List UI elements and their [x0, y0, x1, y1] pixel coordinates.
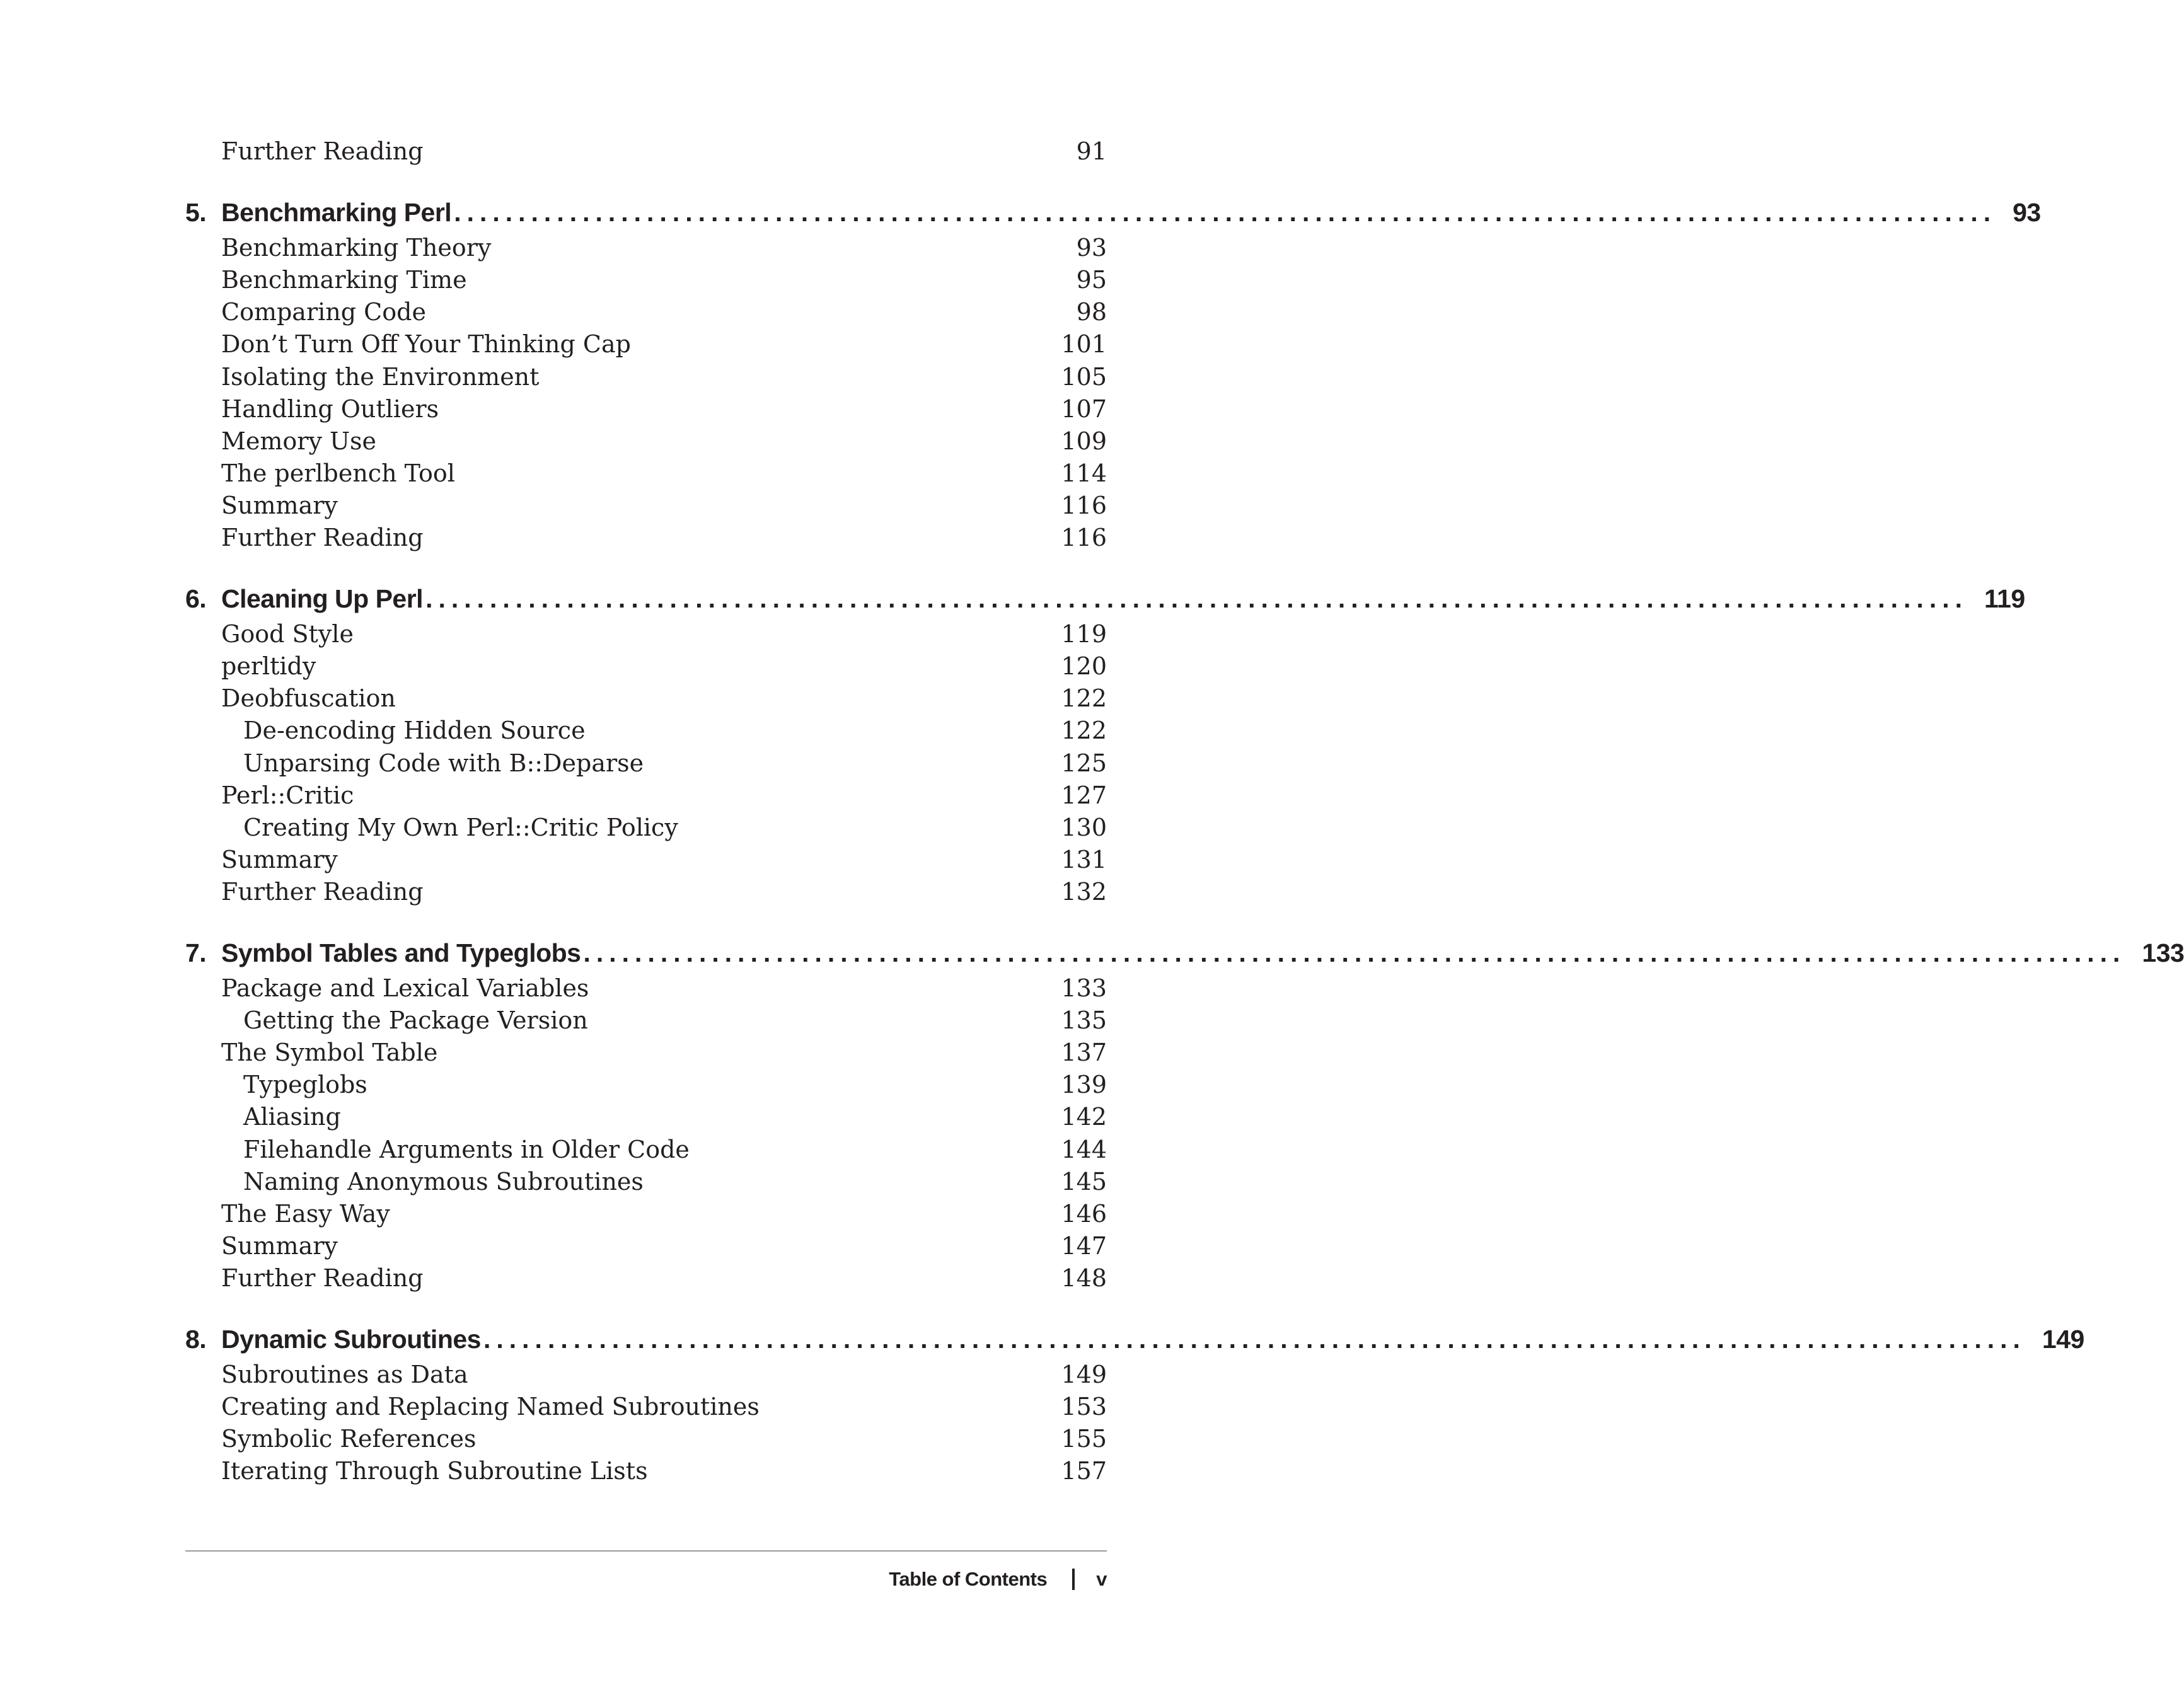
chapter-title: Dynamic Subroutines [221, 1325, 481, 1354]
entry-page-number: 144 [1061, 1135, 1107, 1163]
entry-page-number: 120 [1061, 652, 1107, 681]
toc-section-entry[interactable] [221, 618, 1107, 650]
entry-page-number: 145 [1061, 1167, 1107, 1196]
toc-section-entry[interactable] [221, 135, 1107, 168]
toc-chapter-heading[interactable] [185, 581, 2025, 616]
toc-section-entry[interactable] [221, 1036, 1107, 1069]
entry-title: Benchmarking Theory [221, 234, 492, 262]
entry-title: Package and Lexical Variables [221, 974, 589, 1002]
chapter-number: 6. [185, 584, 207, 614]
entry-title: Benchmarking Time [221, 266, 467, 294]
toc-section-entry[interactable] [221, 1262, 1107, 1294]
chapter-page-number: 133 [2142, 938, 2184, 967]
entry-title: Summary [221, 491, 338, 519]
toc-subsection-entry[interactable] [243, 747, 1107, 780]
entry-page-number: 114 [1061, 459, 1107, 487]
entry-page-number: 116 [1061, 491, 1107, 519]
toc-section-entry[interactable] [221, 457, 1107, 490]
entry-page-number: 127 [1061, 781, 1107, 809]
toc-subsection-entry[interactable] [243, 811, 1107, 844]
toc-subsection-entry[interactable] [243, 1165, 1107, 1198]
entry-page-number: 155 [1061, 1425, 1107, 1453]
entry-title: Deobfuscation [221, 684, 396, 713]
toc-section-entry[interactable] [221, 393, 1107, 425]
entry-title: The Easy Way [221, 1199, 390, 1228]
chapter-number: 5. [185, 198, 207, 228]
entry-title: Good Style [221, 620, 354, 648]
toc-section-entry[interactable] [221, 972, 1107, 1005]
entry-page-number: 135 [1061, 1006, 1107, 1035]
entry-title: Perl::Critic [221, 781, 354, 809]
toc-section-entry[interactable] [221, 1230, 1107, 1262]
entry-title: Further Reading [221, 137, 424, 165]
footer-divider [185, 1550, 1107, 1552]
entry-page-number: 157 [1061, 1457, 1107, 1485]
toc-section-entry[interactable] [221, 263, 1107, 296]
entry-page-number: 105 [1061, 362, 1107, 391]
entry-page-number: 107 [1061, 395, 1107, 423]
chapter-page-number: 149 [2042, 1325, 2084, 1354]
toc-section-entry[interactable] [221, 1422, 1107, 1455]
toc-subsection-entry[interactable] [243, 1068, 1107, 1101]
entry-title: Handling Outliers [221, 395, 439, 423]
toc-section-entry[interactable] [221, 843, 1107, 876]
entry-page-number: 93 [1076, 234, 1107, 262]
toc-section-entry[interactable] [221, 650, 1107, 683]
entry-page-number: 125 [1061, 749, 1107, 777]
chapter-title: Benchmarking Perl [221, 198, 452, 228]
entry-title: Naming Anonymous Subroutines [243, 1167, 644, 1196]
entry-page-number: 122 [1061, 684, 1107, 713]
toc-section-entry[interactable] [221, 1358, 1107, 1391]
toc-section-entry[interactable] [221, 521, 1107, 554]
chapter-title: Cleaning Up Perl [221, 584, 424, 614]
entry-title: Creating and Replacing Named Subroutines [221, 1393, 760, 1421]
toc-section-entry[interactable] [221, 360, 1107, 393]
toc-subsection-entry[interactable] [243, 1133, 1107, 1166]
dot-leader: ........................................................................................................................ [483, 1325, 2026, 1354]
entry-page-number: 91 [1076, 137, 1107, 165]
entry-title: Aliasing [243, 1103, 341, 1131]
entry-page-number: 101 [1061, 330, 1107, 359]
entry-title: Creating My Own Perl::Critic Policy [243, 813, 678, 841]
entry-page-number: 98 [1076, 298, 1107, 326]
entry-title: Iterating Through Subroutine Lists [221, 1457, 648, 1485]
entry-page-number: 139 [1061, 1071, 1107, 1099]
chapter-page-number: 93 [2013, 198, 2041, 228]
toc-section-entry[interactable] [221, 328, 1107, 360]
entry-page-number: 119 [1061, 620, 1107, 648]
toc-chapter-heading[interactable] [185, 195, 2041, 230]
entry-page-number: 95 [1076, 266, 1107, 294]
entry-page-number: 147 [1061, 1231, 1107, 1260]
toc-section-entry[interactable] [221, 682, 1107, 715]
entry-page-number: 116 [1061, 524, 1107, 551]
toc-section-entry[interactable] [221, 1390, 1107, 1423]
toc-subsection-entry[interactable] [243, 714, 1107, 747]
entry-page-number: 146 [1061, 1199, 1107, 1228]
footer-section-title: Table of Contents [889, 1568, 1048, 1590]
entry-page-number: 131 [1061, 845, 1107, 873]
entry-title: Summary [221, 1231, 338, 1260]
entry-title: Unparsing Code with B::Deparse [243, 749, 644, 777]
entry-title: Don’t Turn Off Your Thinking Cap [221, 330, 631, 359]
toc-section-entry[interactable] [221, 875, 1107, 908]
entry-title: De-encoding Hidden Source [243, 717, 586, 745]
chapter-number: 8. [185, 1325, 207, 1354]
entry-title: Getting the Package Version [243, 1006, 588, 1035]
entry-title: Subroutines as Data [221, 1361, 468, 1388]
entry-page-number: 148 [1061, 1264, 1107, 1292]
toc-chapter-heading[interactable] [185, 935, 2184, 971]
entry-title: The perlbench Tool [221, 459, 455, 487]
entry-page-number: 122 [1061, 717, 1107, 745]
entry-page-number: 133 [1061, 974, 1107, 1002]
toc-subsection-entry[interactable] [243, 1100, 1107, 1133]
entry-page-number: 130 [1061, 813, 1107, 841]
entry-title: Further Reading [221, 877, 424, 906]
entry-page-number: 153 [1061, 1393, 1107, 1421]
entry-title: The Symbol Table [221, 1039, 438, 1067]
dot-leader: ........................................................................................................................ [454, 198, 1997, 228]
entry-page-number: 149 [1061, 1361, 1107, 1388]
entry-title: Summary [221, 845, 338, 873]
toc-subsection-entry[interactable] [243, 1004, 1107, 1037]
entry-title: Memory Use [221, 427, 377, 455]
entry-title: Further Reading [221, 1264, 424, 1292]
entry-page-number: 142 [1061, 1103, 1107, 1131]
entry-page-number: 137 [1061, 1039, 1107, 1067]
toc-section-entry[interactable] [221, 1197, 1107, 1230]
dot-leader: ........................................................................................................................ [425, 584, 1968, 614]
dot-leader: ........................................................................................................................ [583, 938, 2126, 967]
entry-title: Comparing Code [221, 298, 426, 326]
footer-separator [1072, 1569, 1075, 1590]
entry-title: perltidy [221, 652, 316, 681]
entry-title: Further Reading [221, 524, 424, 551]
toc-section-entry[interactable] [221, 489, 1107, 522]
chapter-page-number: 119 [1984, 584, 2025, 614]
entry-title: Isolating the Environment [221, 362, 540, 391]
toc-section-entry[interactable] [221, 1455, 1107, 1487]
toc-section-entry[interactable] [221, 779, 1107, 812]
chapter-title: Symbol Tables and Typeglobs [221, 938, 581, 967]
entry-page-number: 109 [1061, 427, 1107, 455]
toc-chapter-heading[interactable] [185, 1322, 2084, 1357]
toc-section-entry[interactable] [221, 296, 1107, 328]
page-footer [889, 1562, 1107, 1597]
entry-page-number: 132 [1061, 877, 1107, 906]
entry-title: Filehandle Arguments in Older Code [243, 1135, 690, 1163]
entry-title: Symbolic References [221, 1425, 477, 1453]
chapter-number: 7. [185, 938, 207, 967]
entry-title: Typeglobs [243, 1071, 367, 1099]
footer-page-number: v [1096, 1568, 1107, 1590]
toc-section-entry[interactable] [221, 231, 1107, 264]
toc-section-entry[interactable] [221, 425, 1107, 458]
